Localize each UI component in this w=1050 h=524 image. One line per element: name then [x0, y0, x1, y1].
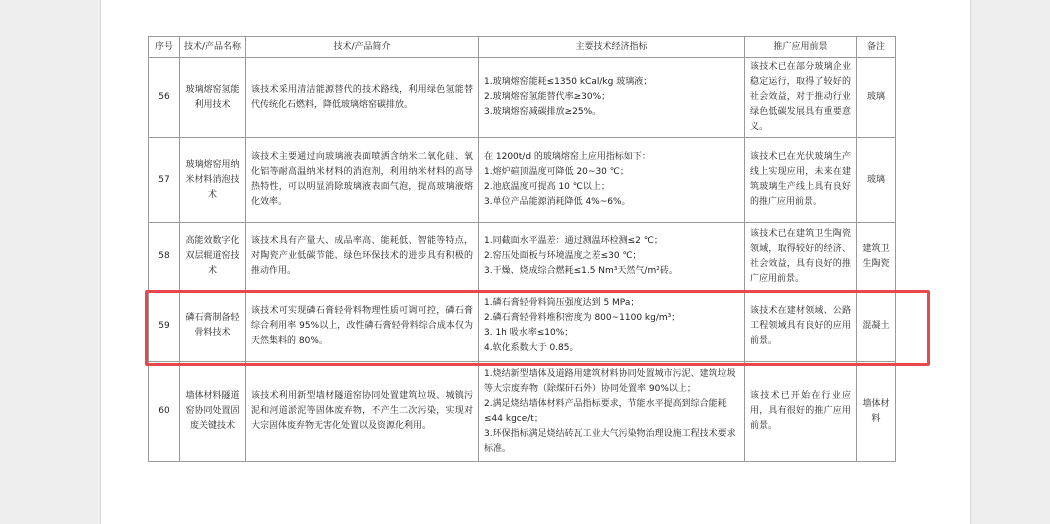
- indicator-line: 1.同截面水平温差：通过测温环检测≤2 ℃；: [484, 236, 663, 246]
- table-row: [149, 362, 896, 462]
- row-name: 玻璃熔窑氢能利用技术: [180, 58, 246, 138]
- left-margin: [0, 0, 100, 524]
- indicator-line: 4.软化系数大于 0.85。: [484, 343, 579, 353]
- indicator-line: 3.单位产品能源消耗降低 4%~6%。: [484, 197, 631, 207]
- row-no: 56: [149, 58, 180, 138]
- technology-catalog-table: [148, 36, 896, 462]
- row-no: 57: [149, 138, 180, 223]
- row-note: 玻璃: [857, 138, 896, 223]
- header-indicators: 主要技术经济指标: [479, 37, 745, 58]
- table-row: [149, 58, 896, 138]
- row-intro: 该技术可实现磷石膏轻骨料物理性质可调可控，磷石膏综合利用率 95%以上，改性磷石膏轻骨料综合成本仅为天然集料的 80%。: [246, 291, 479, 362]
- row-no: 59: [149, 291, 180, 362]
- row-intro: 该技术采用清洁能源替代的技术路线，利用绿色氢能替代传统化石燃料，降低玻璃熔窑碳排放。: [246, 58, 479, 138]
- indicator-line: 2.玻璃熔窑氢能替代率≥30%；: [484, 92, 611, 102]
- indicator-line: 2.磷石膏轻骨料堆积密度为 800~1100 kg/m³；: [484, 313, 681, 323]
- table-row: [149, 223, 896, 291]
- row-intro: 该技术利用新型墙材隧道窑协同处置建筑垃圾、城镇污泥和河道淤泥等固体废弃物，不产生二次污染，实现对大宗固体废弃物无害化处置以及资源化利用。: [246, 362, 479, 462]
- indicator-line: 1.玻璃熔窑能耗≤1350 kCal/kg 玻璃液；: [484, 77, 653, 87]
- header-note: 备注: [857, 37, 896, 58]
- indicator-line: 3. 1h 吸水率≤10%；: [484, 328, 574, 338]
- indicator-line: 1.熔炉碹顶温度可降低 20~30 ℃；: [484, 167, 629, 177]
- row-note: 玻璃: [857, 58, 896, 138]
- row-note: 建筑卫生陶瓷: [857, 223, 896, 291]
- row-prospect: 该技术已在光伏玻璃生产线上实现应用，未来在建筑玻璃生产线上具有良好的推广应用前景。: [745, 138, 857, 223]
- header-no: 序号: [149, 37, 180, 58]
- row-note: 混凝土: [857, 291, 896, 362]
- indicator-line: 1.烧结新型墙体及道路用建筑材料协同处置城市污泥、建筑垃圾等大宗废弃物（除煤矸石外）协同处置率 90%以上；: [484, 368, 736, 394]
- row-name: 磷石膏制备轻骨料技术: [180, 291, 246, 362]
- row-indicators: [479, 223, 745, 291]
- table-row-highlighted: [149, 291, 896, 362]
- indicator-line: 3.玻璃熔窑减碳排放≥25%。: [484, 107, 602, 117]
- row-note: 墙体材料: [857, 362, 896, 462]
- row-prospect: 该技术已在部分玻璃企业稳定运行，取得了较好的社会效益，对于推动行业绿色低碳发展具有重要意义。: [745, 58, 857, 138]
- header-prospect: 推广应用前景: [745, 37, 857, 58]
- table-header-row: [149, 37, 896, 58]
- row-indicators: [479, 58, 745, 138]
- indicator-line: 2.满足烧结墙体材料产品指标要求，节能水平提高到综合能耗≤44 kgce/t；: [484, 398, 727, 424]
- row-prospect: 该技术在建材领域、公路工程领域具有良好的应用前景。: [745, 291, 857, 362]
- indicator-line: 3.环保指标满足烧结砖瓦工业大气污染物治理设施工程技术要求标准。: [484, 428, 736, 454]
- row-indicators: [479, 362, 745, 462]
- row-prospect: 该技术已在建筑卫生陶瓷领域，取得较好的经济、社会效益，具有良好的推广应用前景。: [745, 223, 857, 291]
- row-indicators: [479, 291, 745, 362]
- indicator-line: 在 1200t/d 的玻璃熔窑上应用指标如下：: [484, 152, 651, 162]
- row-indicators: [479, 138, 745, 223]
- row-name: 墙体材料隧道窑协同处置固废关键技术: [180, 362, 246, 462]
- indicator-line: 2.池底温度可提高 10 ℃以上；: [484, 182, 610, 192]
- indicator-line: 3.干燥、烧成综合燃耗≤1.5 Nm³天然气/m²砖。: [484, 266, 678, 276]
- row-intro: 该技术主要通过向玻璃液表面喷洒含纳米二氧化硅、氧化铝等耐高温纳米材料的消泡剂，利用纳米材料的高导热特性，可以明显消除玻璃液表面气泡，提高玻璃液熔化效率。: [246, 138, 479, 223]
- table-row: [149, 138, 896, 223]
- row-name: 玻璃熔窑用纳米材料消泡技术: [180, 138, 246, 223]
- header-name: 技术/产品名称: [180, 37, 246, 58]
- right-margin: [971, 0, 1050, 524]
- indicator-line: 1.磷石膏轻骨料筒压强度达到 5 MPa；: [484, 298, 640, 308]
- page-edge-right: [970, 0, 971, 524]
- row-name: 高能效数字化双层辊道窑技术: [180, 223, 246, 291]
- indicator-line: 2.窑压处面板与环境温度之差≤30 ℃；: [484, 251, 642, 261]
- row-no: 60: [149, 362, 180, 462]
- row-prospect: 该技术已开始在行业应用，具有很好的推广应用前景。: [745, 362, 857, 462]
- row-no: 58: [149, 223, 180, 291]
- row-intro: 该技术具有产量大、成品率高、能耗低、智能等特点，对陶瓷产业低碳节能、绿色环保技术的进步具有积极的推动作用。: [246, 223, 479, 291]
- header-intro: 技术/产品简介: [246, 37, 479, 58]
- page-edge-left: [100, 0, 101, 524]
